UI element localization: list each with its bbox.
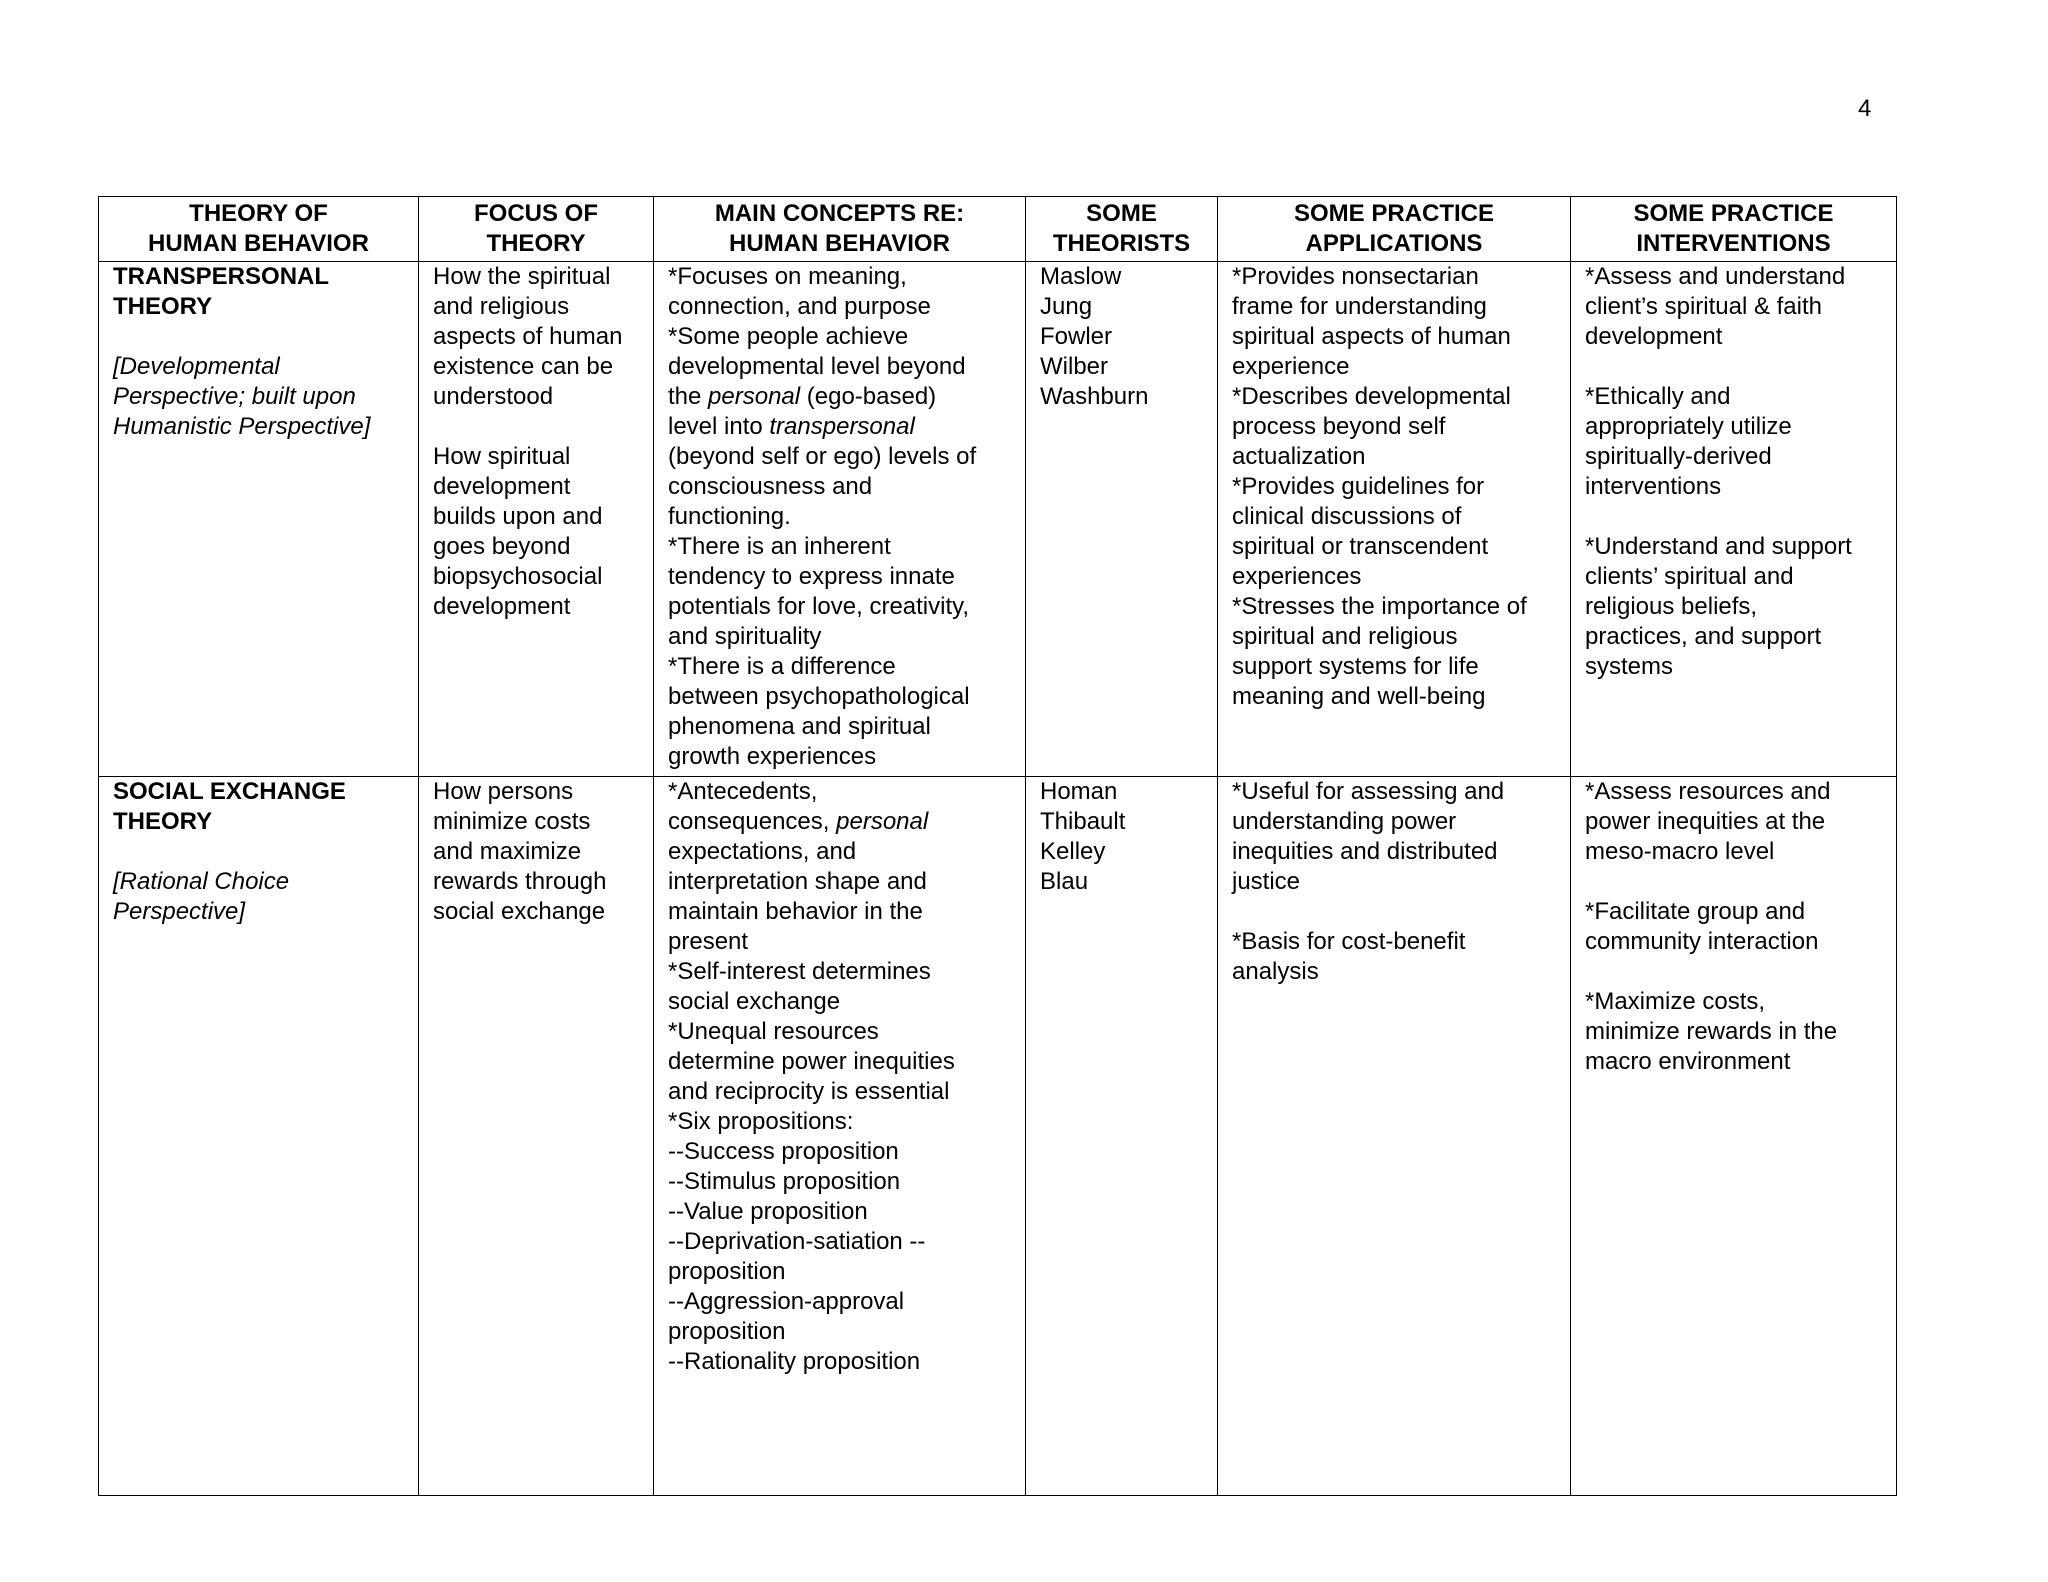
focus-line: development <box>433 473 571 500</box>
concept-line: and spirituality <box>668 623 822 650</box>
focus-line: biopsychosocial <box>433 563 603 590</box>
concept-line: *Unequal resources <box>668 1018 879 1045</box>
theory-perspective: Perspective; built upon <box>113 383 356 410</box>
concepts-cell <box>654 777 1026 1496</box>
focus-line: development <box>433 593 571 620</box>
theory-comparison-table <box>98 196 1897 1496</box>
theorists-cell <box>1026 777 1218 1496</box>
concept-line: connection, and purpose <box>668 293 931 320</box>
application-line: clinical discussions of <box>1232 503 1462 530</box>
concept-line: consequences, personal <box>668 808 929 835</box>
applications-cell <box>1218 777 1571 1496</box>
intervention-line: interventions <box>1585 473 1722 500</box>
focus-line: builds upon and <box>433 503 603 530</box>
header-theory <box>99 197 419 262</box>
header-concepts <box>654 197 1026 262</box>
concept-line: determine power inequities <box>668 1048 955 1075</box>
interventions-cell <box>1571 777 1897 1496</box>
theorist-name: Kelley <box>1040 838 1106 865</box>
concept-line: *Some people achieve <box>668 323 909 350</box>
concepts-cell <box>654 262 1026 777</box>
concept-line: phenomena and spiritual <box>668 713 931 740</box>
concept-line: functioning. <box>668 503 791 530</box>
line-gap <box>433 412 643 442</box>
line-gap <box>1585 957 1886 987</box>
page-number: 4 <box>1858 95 1872 122</box>
theorist-name: Homan <box>1040 778 1118 805</box>
header-line: SOME <box>1086 200 1157 227</box>
header-line: THEORY <box>486 230 586 257</box>
intervention-line: appropriately utilize <box>1585 413 1792 440</box>
intervention-line: systems <box>1585 653 1674 680</box>
concept-line: --Stimulus proposition <box>668 1168 901 1195</box>
theory-perspective: Humanistic Perspective] <box>113 413 371 440</box>
intervention-line: *Assess and understand <box>1585 263 1846 290</box>
application-line: inequities and distributed <box>1232 838 1498 865</box>
application-line: justice <box>1232 868 1301 895</box>
header-line: THEORY OF <box>189 200 328 227</box>
intervention-line: *Facilitate group and <box>1585 898 1806 925</box>
theorist-name: Jung <box>1040 293 1093 320</box>
focus-line: and religious <box>433 293 570 320</box>
application-line: support systems for life <box>1232 653 1479 680</box>
application-line: process beyond self <box>1232 413 1446 440</box>
intervention-line: power inequities at the <box>1585 808 1826 835</box>
application-line: *Useful for assessing and <box>1232 778 1505 805</box>
header-line: THEORISTS <box>1052 230 1191 257</box>
intervention-line: client’s spiritual & faith <box>1585 293 1822 320</box>
application-line: *Stresses the importance of <box>1232 593 1527 620</box>
line-gap <box>113 837 408 867</box>
intervention-line: clients’ spiritual and <box>1585 563 1794 590</box>
focus-line: rewards through <box>433 868 607 895</box>
application-line: meaning and well-being <box>1232 683 1486 710</box>
concept-line: --Rationality proposition <box>668 1348 921 1375</box>
theory-cell <box>99 262 419 777</box>
theorist-name: Blau <box>1040 868 1089 895</box>
header-line: MAIN CONCEPTS RE: <box>714 200 965 227</box>
application-line: spiritual aspects of human <box>1232 323 1511 350</box>
header-line: HUMAN BEHAVIOR <box>148 230 369 257</box>
intervention-line: development <box>1585 323 1723 350</box>
header-line: APPLICATIONS <box>1305 230 1483 257</box>
concept-line: expectations, and <box>668 838 857 865</box>
application-line: actualization <box>1232 443 1366 470</box>
header-line: SOME PRACTICE <box>1633 200 1834 227</box>
theory-name: THEORY <box>113 293 213 320</box>
application-line: frame for understanding <box>1232 293 1487 320</box>
intervention-line: community interaction <box>1585 928 1819 955</box>
concept-line: present <box>668 928 749 955</box>
theorists-cell <box>1026 262 1218 777</box>
application-line: *Provides nonsectarian <box>1232 263 1479 290</box>
application-line: analysis <box>1232 958 1319 985</box>
theory-perspective: Perspective] <box>113 898 246 925</box>
focus-line: social exchange <box>433 898 606 925</box>
concept-line: the personal (ego-based) <box>668 383 937 410</box>
concept-line: interpretation shape and <box>668 868 927 895</box>
concept-line: consciousness and <box>668 473 873 500</box>
application-line: understanding power <box>1232 808 1457 835</box>
application-line: experiences <box>1232 563 1362 590</box>
concept-line: *Focuses on meaning, <box>668 263 907 290</box>
theorist-name: Maslow <box>1040 263 1122 290</box>
header-line: HUMAN BEHAVIOR <box>729 230 950 257</box>
concept-line: *Antecedents, <box>668 778 818 805</box>
application-line: *Basis for cost-benefit <box>1232 928 1466 955</box>
focus-cell <box>419 262 654 777</box>
theory-perspective: [Developmental <box>113 353 280 380</box>
focus-line: How persons <box>433 778 574 805</box>
interventions-cell <box>1571 262 1897 777</box>
focus-cell <box>419 777 654 1496</box>
concept-line: *There is an inherent <box>668 533 891 560</box>
applications-cell <box>1218 262 1571 777</box>
application-line: *Describes developmental <box>1232 383 1511 410</box>
focus-line: aspects of human <box>433 323 623 350</box>
focus-line: How spiritual <box>433 443 571 470</box>
focus-line: existence can be <box>433 353 614 380</box>
application-line: spiritual or transcendent <box>1232 533 1489 560</box>
intervention-line: religious beliefs, <box>1585 593 1758 620</box>
concept-line: proposition <box>668 1258 786 1285</box>
concept-line: (beyond self or ego) levels of <box>668 443 977 470</box>
focus-line: minimize costs <box>433 808 591 835</box>
line-gap <box>1585 502 1886 532</box>
concept-line: --Value proposition <box>668 1198 868 1225</box>
header-focus <box>419 197 654 262</box>
concept-line: social exchange <box>668 988 841 1015</box>
concept-line: and reciprocity is essential <box>668 1078 950 1105</box>
theory-cell <box>99 777 419 1496</box>
concept-line: maintain behavior in the <box>668 898 923 925</box>
intervention-line: *Understand and support <box>1585 533 1852 560</box>
concept-line: --Success proposition <box>668 1138 899 1165</box>
application-line: experience <box>1232 353 1350 380</box>
intervention-line: *Maximize costs, <box>1585 988 1766 1015</box>
header-applications <box>1218 197 1571 262</box>
intervention-line: meso-macro level <box>1585 838 1775 865</box>
intervention-line: practices, and support <box>1585 623 1822 650</box>
concept-line: --Deprivation-satiation -- <box>668 1228 926 1255</box>
focus-line: and maximize <box>433 838 582 865</box>
concept-line: *Self-interest determines <box>668 958 931 985</box>
concept-line: --Aggression-approval <box>668 1288 905 1315</box>
intervention-line: spiritually-derived <box>1585 443 1772 470</box>
focus-line: How the spiritual <box>433 263 611 290</box>
theory-name: THEORY <box>113 808 213 835</box>
concept-line: *There is a difference <box>668 653 896 680</box>
theory-name: TRANSPERSONAL <box>113 263 330 290</box>
concept-line: tendency to express innate <box>668 563 955 590</box>
application-line: spiritual and religious <box>1232 623 1458 650</box>
application-line: *Provides guidelines for <box>1232 473 1485 500</box>
concept-line: *Six propositions: <box>668 1108 854 1135</box>
intervention-line: minimize rewards in the <box>1585 1018 1838 1045</box>
theorist-name: Thibault <box>1040 808 1126 835</box>
line-gap <box>113 322 408 352</box>
concept-line: proposition <box>668 1318 786 1345</box>
table-row <box>99 262 1897 777</box>
line-gap <box>1232 897 1560 927</box>
line-gap <box>1585 867 1886 897</box>
header-line: INTERVENTIONS <box>1636 230 1831 257</box>
theorist-name: Washburn <box>1040 383 1149 410</box>
intervention-line: macro environment <box>1585 1048 1791 1075</box>
header-line: SOME PRACTICE <box>1293 200 1494 227</box>
concept-line: growth experiences <box>668 743 877 770</box>
intervention-line: *Ethically and <box>1585 383 1731 410</box>
concept-line: level into transpersonal <box>668 413 915 440</box>
table-row <box>99 777 1897 1496</box>
theory-name: SOCIAL EXCHANGE <box>113 778 346 805</box>
concept-line: developmental level beyond <box>668 353 966 380</box>
concept-line: between psychopathological <box>668 683 970 710</box>
intervention-line: *Assess resources and <box>1585 778 1831 805</box>
header-interventions <box>1571 197 1897 262</box>
focus-line: understood <box>433 383 554 410</box>
table-header-row <box>99 197 1897 262</box>
header-line: FOCUS OF <box>474 200 598 227</box>
concept-line: potentials for love, creativity, <box>668 593 970 620</box>
theorist-name: Wilber <box>1040 353 1109 380</box>
theory-perspective: [Rational Choice <box>113 868 290 895</box>
header-theorists <box>1026 197 1218 262</box>
focus-line: goes beyond <box>433 533 571 560</box>
line-gap <box>1585 352 1886 382</box>
theorist-name: Fowler <box>1040 323 1113 350</box>
